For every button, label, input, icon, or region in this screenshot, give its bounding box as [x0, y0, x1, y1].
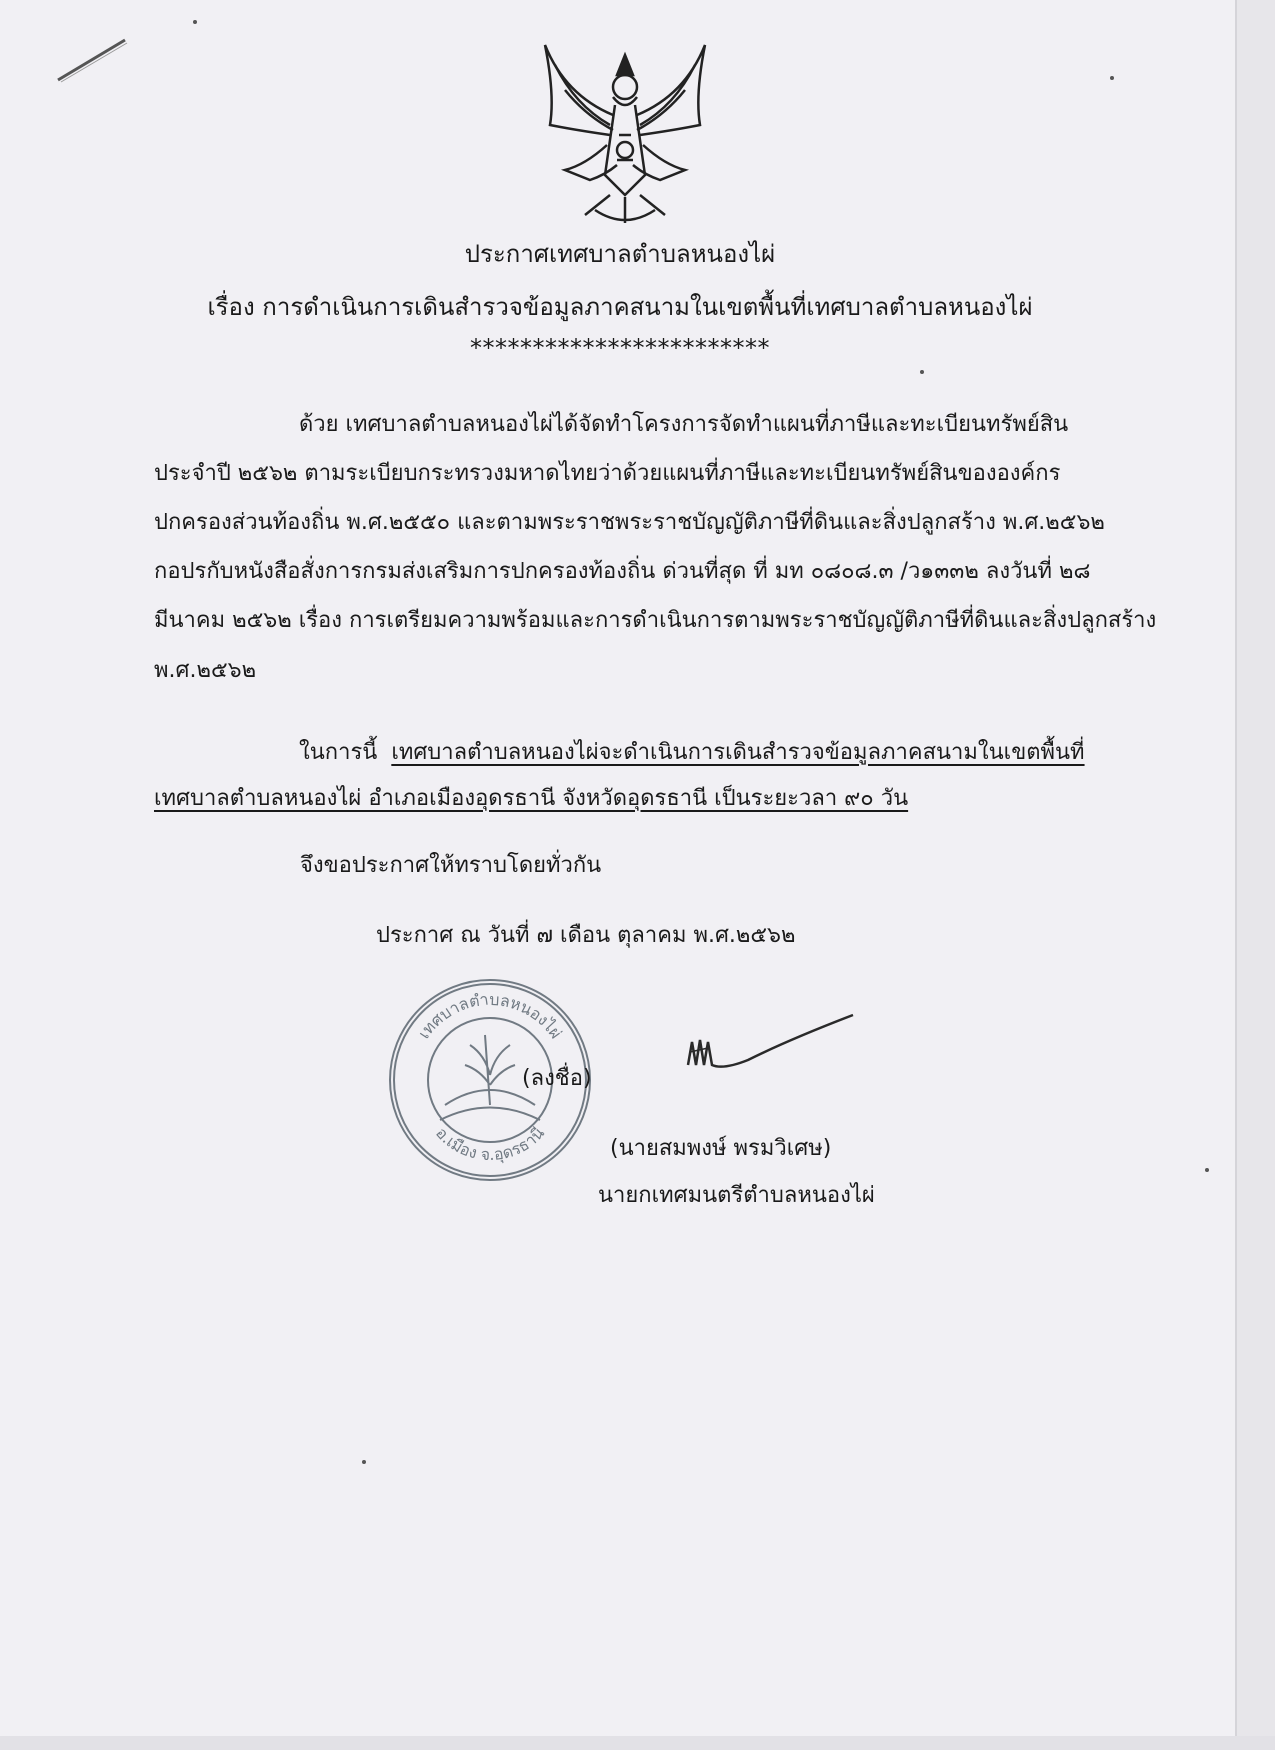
paragraph-line: กอปรกับหนังสือสั่งการกรมส่งเสริมการปกครองท้องถิ่น ด่วนที่สุด ที่ มท ๐๘๐๘.๓ /ว๑๓๓๒ ลงวันที่ ๒๘ — [154, 559, 1091, 584]
paragraph-line: ด้วย เทศบาลตำบลหนองไผ่ได้จัดทำโครงการจัดทำแผนที่ภาษีและทะเบียนทรัพย์สิน — [299, 412, 1069, 437]
paragraph-line — [299, 734, 1085, 769]
paragraph-line: มีนาคม ๒๕๖๒ เรื่อง การเตรียมความพร้อมและการดำเนินการตามพระราชบัญญัติภาษีที่ดินและสิ่งปลูกสร้าง — [154, 608, 1157, 633]
document-subject: เรื่อง การดำเนินการเดินสำรวจข้อมูลภาคสนามในเขตพื้นที่เทศบาลตำบลหนองไผ่ — [207, 293, 1033, 321]
scan-bottom-edge — [0, 1736, 1275, 1750]
paragraph-line: ประจำปี ๒๕๖๒ ตามระเบียบกระทรวงมหาดไทยว่าด้วยแผนที่ภาษีและทะเบียนทรัพย์สินขององค์กร — [154, 461, 1061, 486]
scan-mark — [55, 35, 130, 85]
separator-line: ************************ — [470, 334, 770, 362]
paragraph-lead: ในการนี้ — [299, 740, 378, 765]
svg-text:เทศบาลตำบลหนองไผ่: เทศบาลตำบลหนองไผ่ — [414, 989, 566, 1043]
svg-text:อ.เมือง จ.อุดรธานี: อ.เมือง จ.อุดรธานี — [432, 1123, 548, 1165]
paragraph-line: ปกครองส่วนท้องถิ่น พ.ศ.๒๕๕๐ และตามพระราชพระราชบัญญัติภาษีที่ดินและสิ่งปลูกสร้าง พ.ศ.๒๕๖๒ — [154, 510, 1105, 535]
signer-name: (นายสมพงษ์ พรมวิเศษ) — [610, 1136, 832, 1161]
handwritten-signature — [678, 1010, 858, 1080]
scan-edge — [1237, 0, 1275, 1750]
document-title: ประกาศเทศบาลตำบลหนองไผ่ — [464, 240, 776, 268]
scan-speck — [1110, 76, 1114, 80]
underlined-text: เทศบาลตำบลหนองไผ่จะดำเนินการเดินสำรวจข้อมูลภาคสนามในเขตพื้นที่ — [391, 740, 1085, 765]
paragraph-line: พ.ศ.๒๕๖๒ — [154, 658, 257, 683]
scan-speck — [362, 1460, 366, 1464]
scan-speck — [1205, 1168, 1209, 1172]
sign-label: (ลงชื่อ) — [522, 1066, 592, 1091]
underlined-text: เทศบาลตำบลหนองไผ่ อำเภอเมืองอุดรธานี จังหวัดอุดรธานี เป็นระยะวลา ๙๐ วัน — [154, 786, 909, 811]
signer-position: นายกเทศมนตรีตำบลหนองไผ่ — [598, 1183, 875, 1208]
scan-speck — [193, 20, 197, 24]
announcement-date: ประกาศ ณ วันที่ ๗ เดือน ตุลาคม พ.ศ.๒๕๖๒ — [376, 923, 796, 948]
garuda-emblem-icon — [525, 35, 725, 230]
scan-speck — [920, 370, 924, 374]
closing-statement: จึงขอประกาศให้ทราบโดยทั่วกัน — [300, 853, 602, 878]
